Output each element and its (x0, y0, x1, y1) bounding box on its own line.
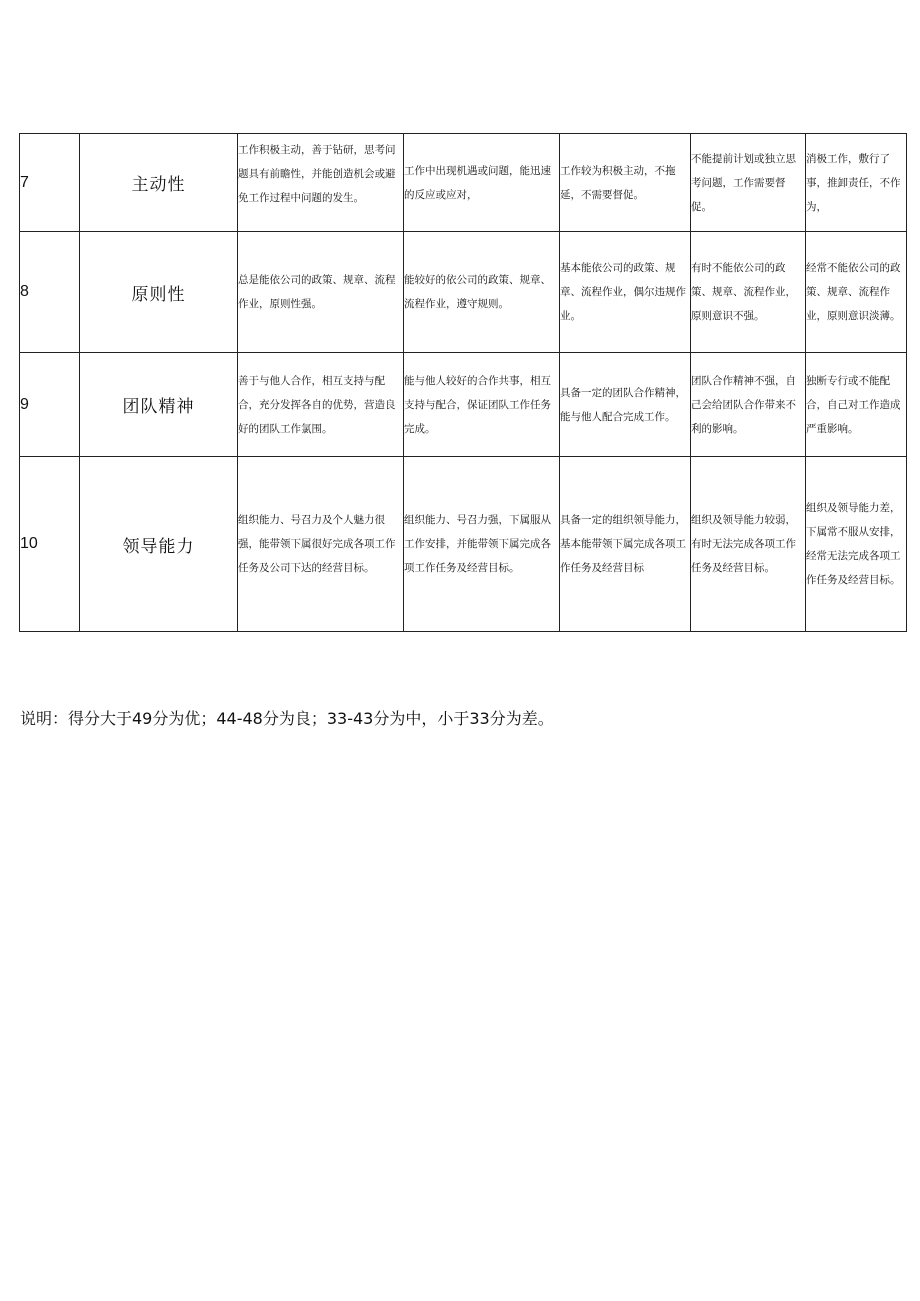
level-poor (806, 232, 907, 353)
table-row (20, 134, 907, 232)
level-fair (691, 232, 806, 353)
level-text: 团队合作精神不强，自己会给团队合作带来不利的影响。 (691, 374, 796, 435)
level-text: 总是能依公司的政策、规章、流程作业，原则性强。 (238, 274, 396, 310)
level-fair (691, 457, 806, 632)
table-row (20, 457, 907, 632)
level-text: 组织能力、号召力及个人魅力很强，能带领下属很好完成各项工作任务及公司下达的经营目标。 (238, 514, 396, 574)
level-text: 工作积极主动，善于钻研，思考问题具有前瞻性，并能创造机会或避免工作过程中问题的发生。 (238, 144, 396, 204)
level-text: 具备一定的组织领导能力，基本能带领下属完成各项工作任务及经营目标 (560, 514, 686, 574)
level-poor (806, 134, 907, 232)
level-poor (806, 457, 907, 632)
level-average (560, 353, 691, 457)
table-row (20, 353, 907, 457)
level-text: 独断专行或不能配合，自己对工作造成严重影响。 (806, 374, 901, 435)
level-text: 工作中出现机遇或问题，能迅速的反应或应对， (404, 164, 551, 201)
level-text: 组织及领导能力差，下属常不服从安排，经常无法完成各项工作任务及经营目标。 (806, 502, 901, 586)
evaluation-table (19, 133, 907, 632)
level-text: 组织及领导能力较弱，有时无法完成各项工作任务及经营目标。 (691, 514, 796, 574)
level-excellent (238, 353, 404, 457)
level-fair (691, 353, 806, 457)
level-excellent (238, 457, 404, 632)
level-poor (806, 353, 907, 457)
level-good (404, 457, 560, 632)
item-name: 领导能力 (80, 457, 238, 632)
level-good (404, 353, 560, 457)
level-average (560, 134, 691, 232)
level-text: 组织能力、号召力强，下属服从工作安排，并能带领下属完成各项工作任务及经营目标。 (404, 514, 551, 574)
evaluation-table-container (19, 133, 907, 632)
item-name: 团队精神 (80, 353, 238, 457)
level-average (560, 232, 691, 353)
level-text: 能与他人较好的合作共事，相互支持与配合，保证团队工作任务完成。 (404, 374, 551, 435)
level-text: 具备一定的团队合作精神，能与他人配合完成工作。 (560, 386, 686, 423)
level-text: 工作较为积极主动，不拖延，不需要督促。 (560, 164, 676, 201)
level-average (560, 457, 691, 632)
table-row (20, 232, 907, 353)
item-name: 主动性 (80, 134, 238, 232)
level-text: 不能提前计划或独立思考问题，工作需要督促。 (691, 152, 796, 213)
scoring-note: 说明：得分大于49分为优；44-48分为良；33-43分为中，小于33分为差。 (20, 709, 554, 728)
level-text: 有时不能依公司的政策、规章、流程作业，原则意识不强。 (691, 262, 796, 322)
item-name: 原则性 (80, 232, 238, 353)
level-good (404, 134, 560, 232)
row-number: 7 (20, 134, 80, 232)
level-excellent (238, 134, 404, 232)
level-text: 基本能依公司的政策、规章、流程作业，偶尔违规作业。 (560, 262, 686, 322)
level-excellent (238, 232, 404, 353)
row-number: 8 (20, 232, 80, 353)
row-number: 10 (20, 457, 80, 632)
level-text: 能较好的依公司的政策、规章、流程作业，遵守规则。 (404, 274, 551, 310)
level-good (404, 232, 560, 353)
level-text: 经常不能依公司的政策、规章、流程作业，原则意识淡薄。 (806, 262, 901, 322)
level-text: 善于与他人合作，相互支持与配合，充分发挥各自的优势，营造良好的团队工作氯围。 (238, 374, 396, 435)
level-fair (691, 134, 806, 232)
level-text: 消极工作，敷行了事，推卸责任，不作为， (806, 152, 901, 213)
row-number: 9 (20, 353, 80, 457)
